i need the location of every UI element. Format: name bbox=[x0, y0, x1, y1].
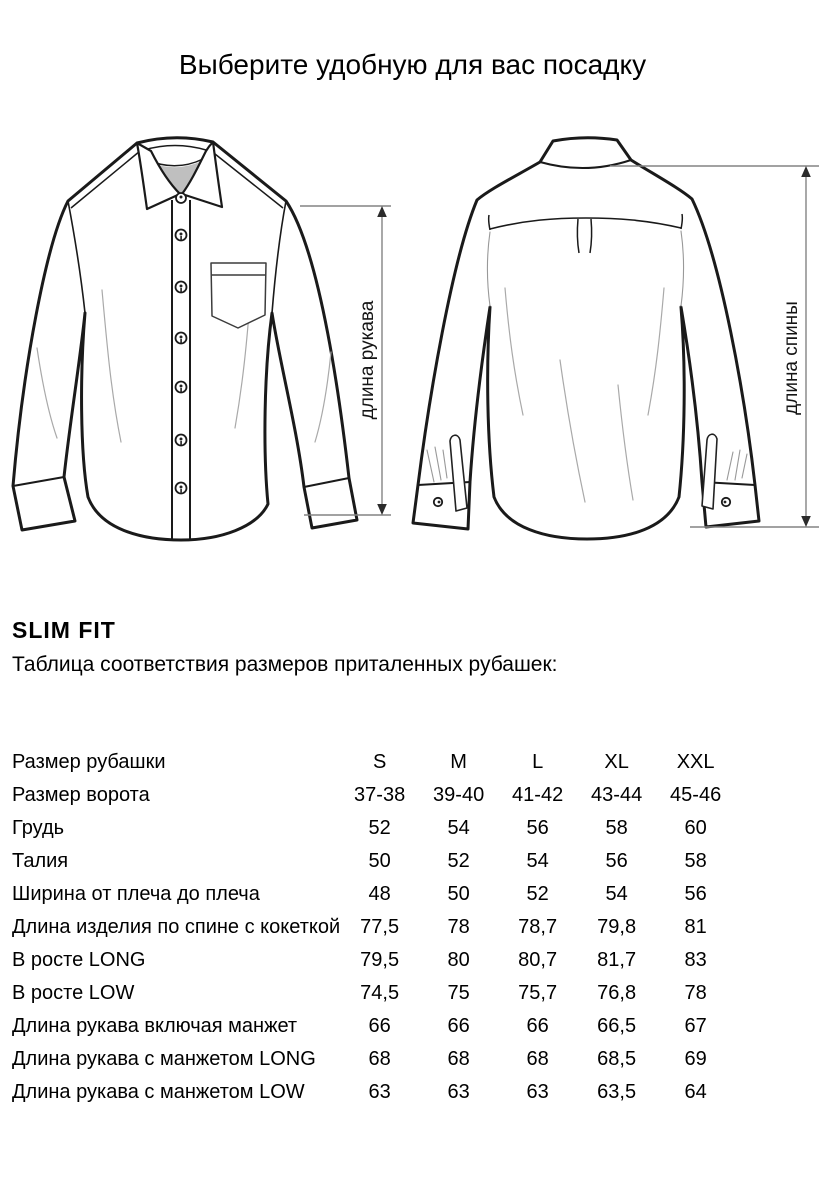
size-value-cell: 50 bbox=[447, 883, 470, 905]
size-value-cell: 63,5 bbox=[597, 1081, 637, 1103]
size-value-cell: 78 bbox=[684, 982, 707, 1004]
size-value-cell: 56 bbox=[605, 850, 628, 872]
table-row bbox=[12, 779, 735, 812]
fit-section-heading: SLIM FIT bbox=[12, 617, 116, 643]
table-row bbox=[12, 911, 735, 944]
row-label: Длина изделия по спине с кокеткой bbox=[12, 916, 341, 938]
size-value-cell: M bbox=[450, 751, 467, 773]
size-value-cell: 77,5 bbox=[360, 916, 400, 938]
size-value-cell: 68 bbox=[368, 1048, 391, 1070]
size-value-cell: 39-40 bbox=[433, 784, 485, 806]
chest-pocket bbox=[211, 263, 266, 328]
size-value-cell: 66,5 bbox=[597, 1015, 637, 1037]
table-row bbox=[12, 746, 735, 779]
size-value-cell: 69 bbox=[684, 1048, 707, 1070]
size-value-cell: 80,7 bbox=[518, 949, 558, 971]
size-value-cell: 41-42 bbox=[512, 784, 564, 806]
size-value-cell: 54 bbox=[447, 817, 470, 839]
table-row bbox=[12, 977, 735, 1010]
size-value-cell: 56 bbox=[684, 883, 707, 905]
size-value-cell: 63 bbox=[526, 1081, 549, 1103]
size-value-cell: 75,7 bbox=[518, 982, 558, 1004]
row-label: Грудь bbox=[12, 817, 65, 839]
table-row bbox=[12, 1010, 735, 1043]
sleeve-length-label: длина рукава bbox=[357, 300, 378, 420]
shirt-diagrams bbox=[0, 120, 825, 580]
table-row bbox=[12, 878, 735, 911]
size-value-cell: 78,7 bbox=[518, 916, 558, 938]
row-label: Длина рукава с манжетом LOW bbox=[12, 1081, 305, 1103]
size-value-cell: 63 bbox=[447, 1081, 470, 1103]
size-value-cell: 81 bbox=[684, 916, 707, 938]
row-label: В росте LONG bbox=[12, 949, 146, 971]
size-value-cell: 80 bbox=[447, 949, 470, 971]
size-chart-body bbox=[12, 746, 735, 1109]
size-value-cell: 58 bbox=[684, 850, 707, 872]
size-value-cell: 78 bbox=[447, 916, 470, 938]
size-value-cell: XXL bbox=[676, 751, 715, 773]
size-value-cell: 37-38 bbox=[354, 784, 406, 806]
shirt-back-illustration bbox=[413, 138, 759, 539]
size-value-cell: 68 bbox=[447, 1048, 470, 1070]
size-value-cell: S bbox=[372, 751, 387, 773]
size-value-cell: 68,5 bbox=[597, 1048, 637, 1070]
row-label: Длина рукава включая манжет bbox=[12, 1015, 298, 1037]
size-value-cell: 68 bbox=[526, 1048, 549, 1070]
size-value-cell: XL bbox=[604, 751, 629, 773]
size-value-cell: 54 bbox=[605, 883, 628, 905]
table-row bbox=[12, 1076, 735, 1109]
size-value-cell: 56 bbox=[526, 817, 549, 839]
size-value-cell: 60 bbox=[684, 817, 707, 839]
table-row bbox=[12, 845, 735, 878]
back-length-label: длина спины bbox=[781, 301, 802, 415]
row-label: Размер ворота bbox=[12, 784, 150, 806]
page-title: Выберите удобную для вас посадку bbox=[178, 49, 647, 80]
size-value-cell: 54 bbox=[526, 850, 549, 872]
size-value-cell: 76,8 bbox=[597, 982, 637, 1004]
table-row bbox=[12, 812, 735, 845]
size-value-cell: 64 bbox=[684, 1081, 707, 1103]
size-value-cell: 83 bbox=[684, 949, 707, 971]
size-value-cell: 48 bbox=[368, 883, 391, 905]
size-value-cell: 74,5 bbox=[360, 982, 400, 1004]
size-value-cell: 52 bbox=[447, 850, 470, 872]
size-value-cell: 43-44 bbox=[591, 784, 643, 806]
size-value-cell: 66 bbox=[368, 1015, 391, 1037]
table-row bbox=[12, 944, 735, 977]
row-label: В росте LOW bbox=[12, 982, 135, 1004]
size-value-cell: 45-46 bbox=[670, 784, 722, 806]
table-row bbox=[12, 1043, 735, 1076]
size-chart-table bbox=[12, 746, 735, 1109]
size-value-cell: 63 bbox=[368, 1081, 391, 1103]
size-value-cell: 79,5 bbox=[360, 949, 400, 971]
size-value-cell: 81,7 bbox=[597, 949, 637, 971]
row-label: Длина рукава с манжетом LONG bbox=[12, 1048, 316, 1070]
size-value-cell: 66 bbox=[526, 1015, 549, 1037]
size-value-cell: 52 bbox=[526, 883, 549, 905]
shirt-front-illustration bbox=[13, 138, 357, 540]
size-value-cell: 66 bbox=[447, 1015, 470, 1037]
size-value-cell: L bbox=[532, 751, 544, 773]
row-label: Размер рубашки bbox=[12, 751, 166, 773]
table-caption: Таблица соответствия размеров приталенных рубашек: bbox=[12, 653, 558, 676]
size-value-cell: 58 bbox=[605, 817, 628, 839]
size-value-cell: 75 bbox=[447, 982, 470, 1004]
size-value-cell: 50 bbox=[368, 850, 391, 872]
row-label: Талия bbox=[12, 850, 69, 872]
size-value-cell: 52 bbox=[368, 817, 391, 839]
row-label: Ширина от плеча до плеча bbox=[12, 883, 260, 905]
size-value-cell: 79,8 bbox=[597, 916, 637, 938]
size-value-cell: 67 bbox=[684, 1015, 707, 1037]
